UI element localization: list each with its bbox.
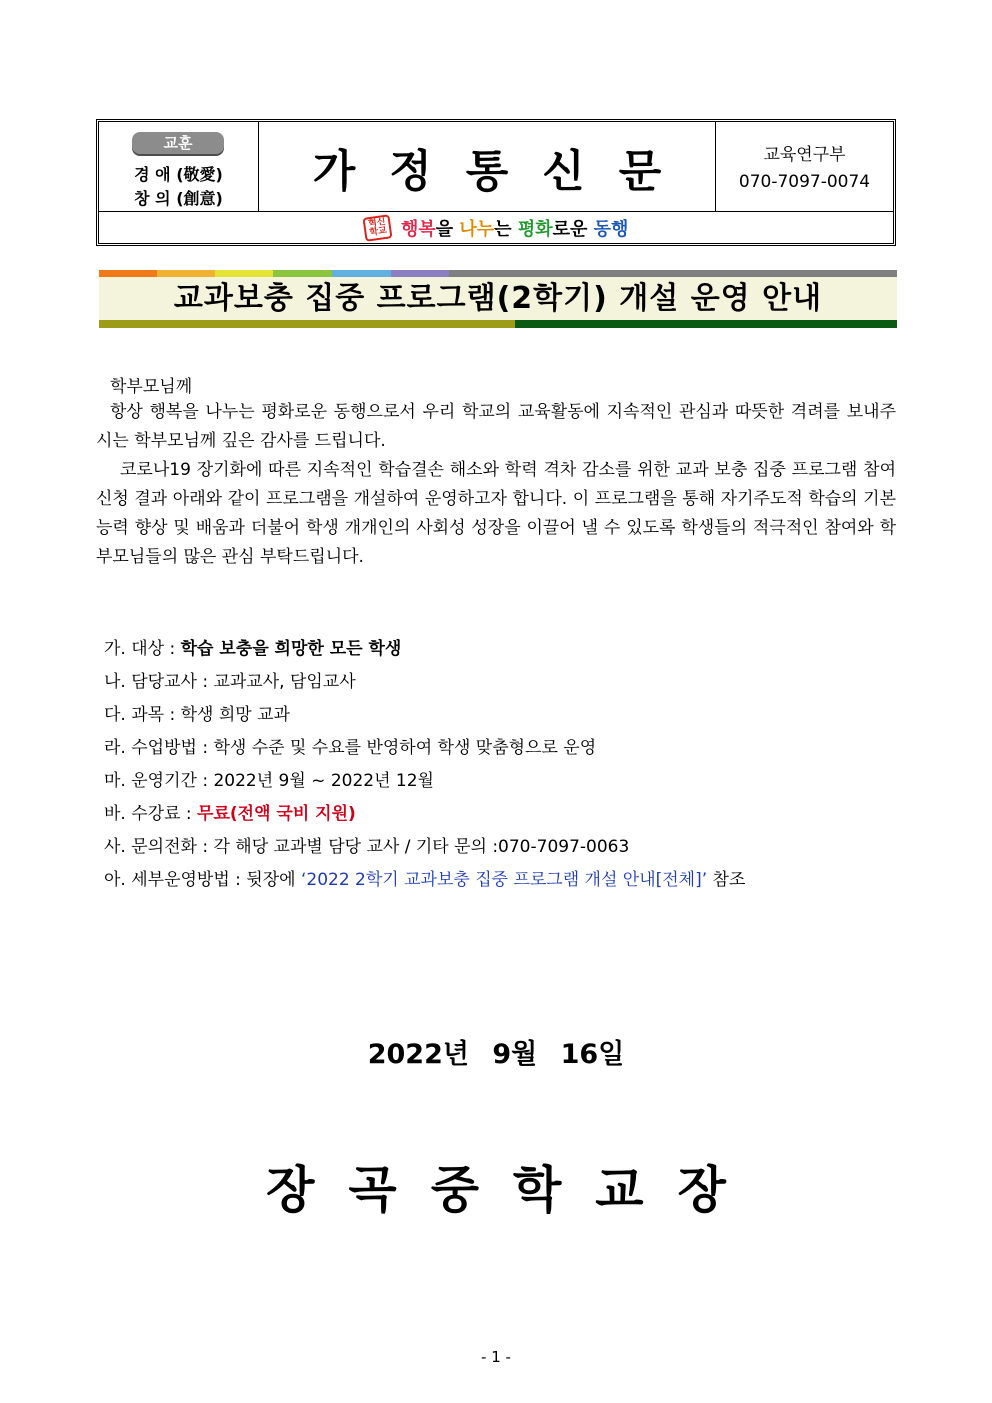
department-phone: 070-7097-0074: [738, 172, 871, 192]
header-top-row: [99, 122, 893, 212]
motto-badge: 교훈: [132, 132, 224, 154]
slogan-word-6: 로운: [552, 218, 594, 240]
fee-value: 무료(전액 국비 지원): [197, 804, 356, 824]
school-slogan: [401, 215, 628, 241]
stripe-segment: [515, 320, 897, 328]
list-item: 마. 운영기간 : 2022년 9월 ~ 2022년 12월: [104, 771, 434, 791]
list-item: 사. 문의전화 : 각 해당 교과별 담당 교사 / 기타 문의 :070-7097-0063: [104, 837, 630, 857]
slogan-word-2: 을: [435, 218, 460, 240]
list-item: 다. 과목 : 학생 희망 교과: [104, 705, 290, 725]
slogan-word-4: 는: [494, 218, 518, 240]
principal-signature: 장곡중학교장: [266, 1161, 760, 1219]
motto-line-1: 경 애 (敬愛): [134, 165, 223, 184]
newsletter-title: 가정통신문: [312, 145, 696, 197]
stripe-segment: [99, 320, 515, 328]
slogan-word-1: 행복: [400, 218, 436, 240]
stripe-segment: [391, 270, 449, 277]
stripe-segment: [332, 270, 391, 277]
list-item: [104, 867, 904, 900]
banner-bottom-stripe: [99, 320, 897, 328]
title-cell: [259, 122, 716, 211]
program-details-list: [104, 636, 904, 900]
list-item: [104, 636, 904, 669]
stripe-segment: [215, 270, 273, 277]
subject-banner: [99, 277, 897, 320]
list-item: 나. 담당교사 : 교과교사, 담임교사: [104, 672, 356, 692]
slogan-word-3: 나누: [459, 218, 495, 240]
intro-paragraph: [96, 398, 896, 456]
list-item: [104, 801, 904, 834]
intro-paragraph-text: 항상 행복을 나누는 평화로운 동행으로서 우리 학교의 교육활동에 지속적인 관심과 따뜻한 격려를 보내주시는 학부모님께 깊은 감사를 드립니다.: [96, 402, 896, 451]
stripe-segment: [449, 270, 897, 277]
item-label: 바. 수강료 :: [104, 804, 198, 824]
program-paragraph-text: 코로나19 장기화에 따른 지속적인 학습결손 해소와 학력 격차 감소를 위한 교과 보충 집중 프로그램 참여 신청 결과 아래와 같이 프로그램을 개설하여 운영하고자 합니다. 이 프로그램을 통해 자기주도적 학습의 기본능력 향상 및 배움과 더불어 학생 개개인의 사회성 성장을 이끌어 낼 수 있도록 학생들의 적극적인 참여와 학부모님들의 많은 관심 부탁드립니다.: [96, 460, 896, 567]
stamp-line-1: 혁신: [367, 216, 386, 229]
item-label: 가. 대상 :: [104, 639, 181, 659]
list-item: 라. 수업방법 : 학생 수준 및 수요를 반영하여 학생 맞춤형으로 운영: [104, 738, 597, 758]
slogan-row: [99, 212, 893, 243]
department-cell: [716, 122, 893, 211]
page-number: - 1 -: [481, 1348, 511, 1366]
item-value: 학습 보충을 희망한 모든 학생: [180, 639, 402, 659]
newsletter-header: [96, 119, 896, 246]
slogan-word-7: 동행: [593, 218, 629, 240]
item-suffix: 참조: [707, 870, 746, 890]
reference-title: ‘2022 2학기 교과보충 집중 프로그램 개설 안내[전체]’: [300, 870, 708, 890]
stripe-segment: [99, 270, 157, 277]
motto-line-2: 창 의 (創意): [134, 189, 223, 208]
stripe-segment: [157, 270, 215, 277]
program-paragraph: [96, 456, 896, 572]
school-motto-cell: [99, 122, 259, 211]
banner-top-stripe: [99, 270, 897, 277]
department-name: 교육연구부: [763, 145, 846, 165]
subject-title: 교과보충 집중 프로그램(2학기) 개설 운영 안내: [173, 281, 823, 316]
stamp-line-2: 학교: [368, 225, 388, 238]
slogan-word-5: 평화: [517, 218, 553, 240]
stripe-segment: [273, 270, 332, 277]
item-label: 아. 세부운영방법 : 뒷장에: [104, 870, 301, 890]
greeting: 학부모님께: [110, 377, 193, 397]
innovation-school-stamp: [362, 214, 392, 242]
issue-date: 2022년 9월 16일: [367, 1039, 625, 1070]
